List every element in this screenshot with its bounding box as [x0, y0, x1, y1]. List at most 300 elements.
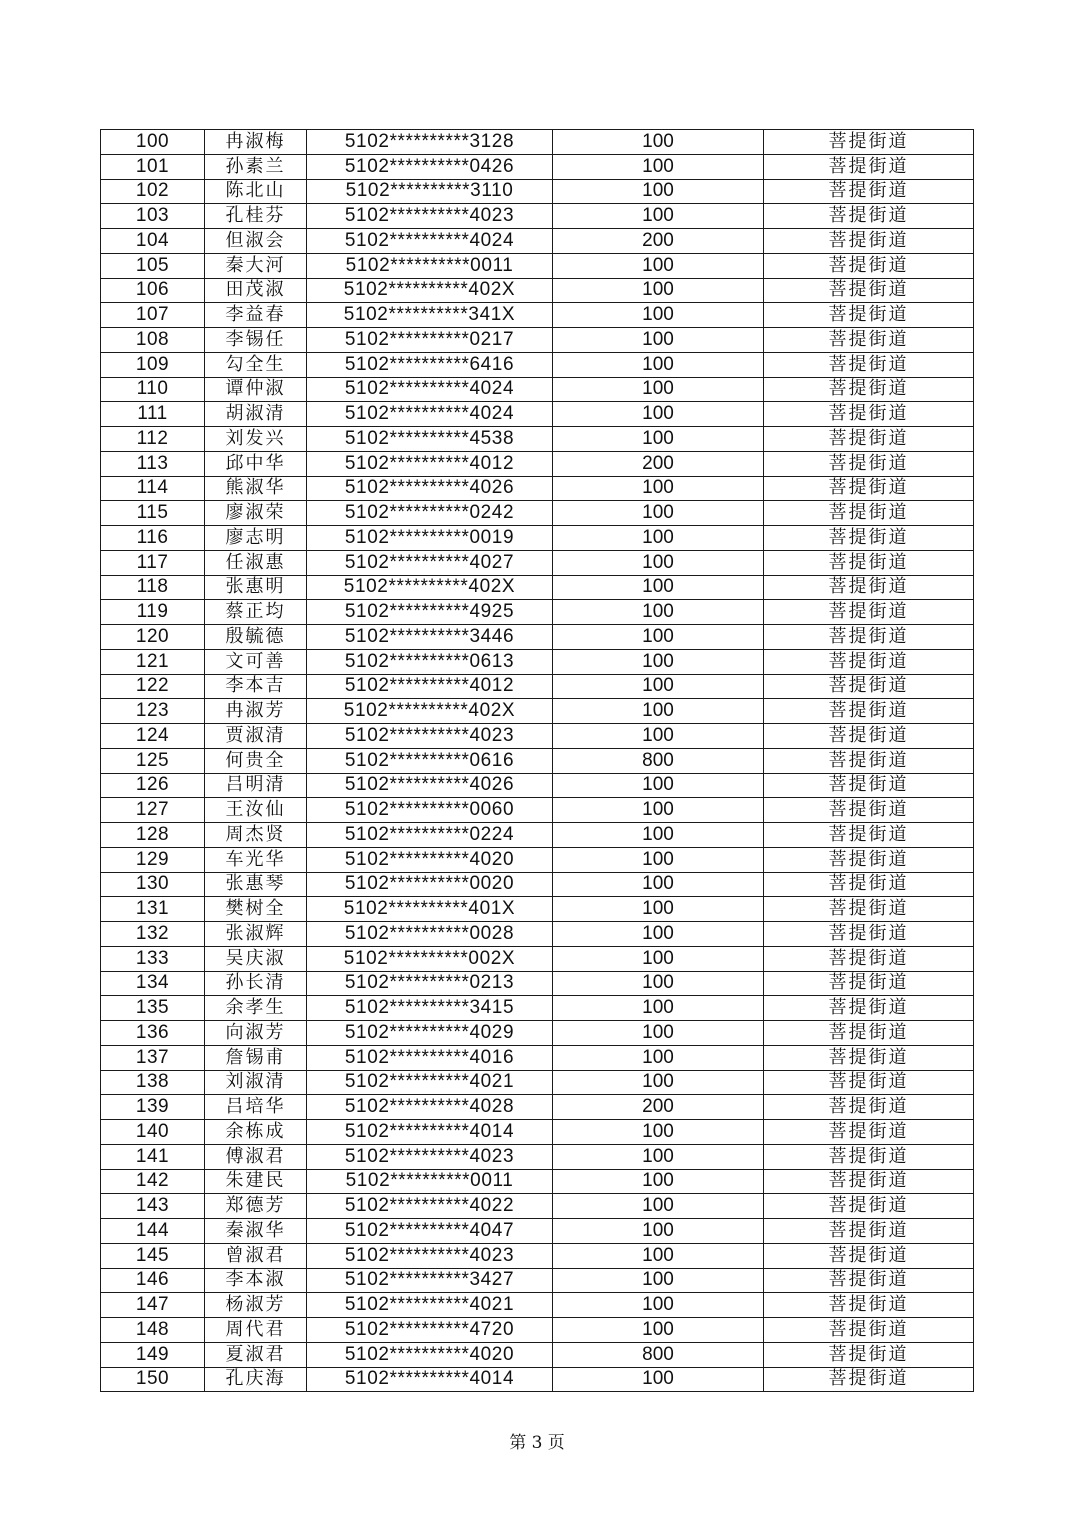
- id-number-cell: 5102**********3446: [307, 625, 553, 650]
- amount-cell: 100: [553, 476, 764, 501]
- row-number-cell: 105: [101, 253, 205, 278]
- amount-cell: 100: [553, 328, 764, 353]
- person-name-cell: 李益春: [205, 303, 307, 328]
- amount-cell: 100: [553, 847, 764, 872]
- person-name-cell: 勾全生: [205, 352, 307, 377]
- row-number-cell: 124: [101, 724, 205, 749]
- table-row: [101, 897, 974, 922]
- street-office-cell: 菩提街道: [764, 179, 974, 204]
- person-name-cell: 李锡任: [205, 328, 307, 353]
- row-number-cell: 128: [101, 823, 205, 848]
- id-number-cell: 5102**********401X: [307, 897, 553, 922]
- id-number-cell: 5102**********4047: [307, 1219, 553, 1244]
- table-row: [101, 1243, 974, 1268]
- id-number-cell: 5102**********4024: [307, 229, 553, 254]
- amount-cell: 100: [553, 1144, 764, 1169]
- amount-cell: 100: [553, 550, 764, 575]
- table-row: [101, 501, 974, 526]
- id-number-cell: 5102**********4023: [307, 724, 553, 749]
- table-body: [101, 130, 974, 1392]
- id-number-cell: 5102**********0028: [307, 922, 553, 947]
- amount-cell: 200: [553, 451, 764, 476]
- id-number-cell: 5102**********3415: [307, 996, 553, 1021]
- street-office-cell: 菩提街道: [764, 922, 974, 947]
- street-office-cell: 菩提街道: [764, 402, 974, 427]
- amount-cell: 100: [553, 154, 764, 179]
- row-number-cell: 122: [101, 674, 205, 699]
- table-row: [101, 724, 974, 749]
- id-number-cell: 5102**********0616: [307, 748, 553, 773]
- person-name-cell: 蔡正均: [205, 600, 307, 625]
- amount-cell: 100: [553, 798, 764, 823]
- person-name-cell: 孙长清: [205, 971, 307, 996]
- street-office-cell: 菩提街道: [764, 1219, 974, 1244]
- row-number-cell: 126: [101, 773, 205, 798]
- street-office-cell: 菩提街道: [764, 724, 974, 749]
- amount-cell: 100: [553, 575, 764, 600]
- person-name-cell: 车光华: [205, 847, 307, 872]
- street-office-cell: 菩提街道: [764, 1318, 974, 1343]
- row-number-cell: 133: [101, 946, 205, 971]
- table-row: [101, 451, 974, 476]
- table-row: [101, 427, 974, 452]
- street-office-cell: 菩提街道: [764, 253, 974, 278]
- row-number-cell: 123: [101, 699, 205, 724]
- person-name-cell: 樊树全: [205, 897, 307, 922]
- street-office-cell: 菩提街道: [764, 1194, 974, 1219]
- id-number-cell: 5102**********4021: [307, 1293, 553, 1318]
- street-office-cell: 菩提街道: [764, 1293, 974, 1318]
- person-name-cell: 秦大河: [205, 253, 307, 278]
- id-number-cell: 5102**********3427: [307, 1268, 553, 1293]
- amount-cell: 100: [553, 352, 764, 377]
- table-row: [101, 352, 974, 377]
- amount-cell: 200: [553, 1095, 764, 1120]
- id-number-cell: 5102**********4023: [307, 1144, 553, 1169]
- table-row: [101, 823, 974, 848]
- table-row: [101, 204, 974, 229]
- table-row: [101, 1367, 974, 1392]
- id-number-cell: 5102**********4023: [307, 204, 553, 229]
- amount-cell: 100: [553, 1243, 764, 1268]
- row-number-cell: 147: [101, 1293, 205, 1318]
- table-row: [101, 229, 974, 254]
- person-name-cell: 王汝仙: [205, 798, 307, 823]
- row-number-cell: 139: [101, 1095, 205, 1120]
- street-office-cell: 菩提街道: [764, 823, 974, 848]
- person-name-cell: 曾淑君: [205, 1243, 307, 1268]
- person-name-cell: 刘淑清: [205, 1070, 307, 1095]
- row-number-cell: 120: [101, 625, 205, 650]
- person-name-cell: 冉淑芳: [205, 699, 307, 724]
- person-name-cell: 杨淑芳: [205, 1293, 307, 1318]
- row-number-cell: 111: [101, 402, 205, 427]
- street-office-cell: 菩提街道: [764, 130, 974, 155]
- table-row: [101, 1095, 974, 1120]
- row-number-cell: 137: [101, 1045, 205, 1070]
- street-office-cell: 菩提街道: [764, 303, 974, 328]
- amount-cell: 100: [553, 427, 764, 452]
- amount-cell: 100: [553, 946, 764, 971]
- person-name-cell: 廖志明: [205, 526, 307, 551]
- table-row: [101, 130, 974, 155]
- table-row: [101, 773, 974, 798]
- person-name-cell: 贾淑清: [205, 724, 307, 749]
- person-name-cell: 李本淑: [205, 1268, 307, 1293]
- row-number-cell: 102: [101, 179, 205, 204]
- table-row: [101, 154, 974, 179]
- person-name-cell: 余孝生: [205, 996, 307, 1021]
- table-row: [101, 798, 974, 823]
- id-number-cell: 5102**********4029: [307, 1021, 553, 1046]
- row-number-cell: 140: [101, 1120, 205, 1145]
- amount-cell: 100: [553, 674, 764, 699]
- street-office-cell: 菩提街道: [764, 1342, 974, 1367]
- table-row: [101, 402, 974, 427]
- amount-cell: 100: [553, 922, 764, 947]
- row-number-cell: 141: [101, 1144, 205, 1169]
- id-number-cell: 5102**********4012: [307, 451, 553, 476]
- row-number-cell: 101: [101, 154, 205, 179]
- amount-cell: 100: [553, 130, 764, 155]
- street-office-cell: 菩提街道: [764, 1095, 974, 1120]
- amount-cell: 100: [553, 1367, 764, 1392]
- row-number-cell: 130: [101, 872, 205, 897]
- person-name-cell: 周代君: [205, 1318, 307, 1343]
- amount-cell: 100: [553, 897, 764, 922]
- id-number-cell: 5102**********3110: [307, 179, 553, 204]
- amount-cell: 800: [553, 748, 764, 773]
- street-office-cell: 菩提街道: [764, 946, 974, 971]
- street-office-cell: 菩提街道: [764, 1021, 974, 1046]
- street-office-cell: 菩提街道: [764, 278, 974, 303]
- person-name-cell: 詹锡甫: [205, 1045, 307, 1070]
- table-row: [101, 550, 974, 575]
- amount-cell: 100: [553, 278, 764, 303]
- table-row: [101, 600, 974, 625]
- id-number-cell: 5102**********4925: [307, 600, 553, 625]
- table-row: [101, 328, 974, 353]
- amount-cell: 100: [553, 823, 764, 848]
- id-number-cell: 5102**********4014: [307, 1120, 553, 1145]
- street-office-cell: 菩提街道: [764, 204, 974, 229]
- street-office-cell: 菩提街道: [764, 674, 974, 699]
- table-row: [101, 625, 974, 650]
- id-number-cell: 5102**********4028: [307, 1095, 553, 1120]
- id-number-cell: 5102**********4021: [307, 1070, 553, 1095]
- street-office-cell: 菩提街道: [764, 451, 974, 476]
- street-office-cell: 菩提街道: [764, 798, 974, 823]
- amount-cell: 100: [553, 179, 764, 204]
- amount-cell: 100: [553, 600, 764, 625]
- person-name-cell: 孔桂芬: [205, 204, 307, 229]
- table-row: [101, 699, 974, 724]
- id-number-cell: 5102**********0224: [307, 823, 553, 848]
- id-number-cell: 5102**********4016: [307, 1045, 553, 1070]
- amount-cell: 200: [553, 229, 764, 254]
- row-number-cell: 127: [101, 798, 205, 823]
- person-name-cell: 陈北山: [205, 179, 307, 204]
- person-name-cell: 周杰贤: [205, 823, 307, 848]
- amount-cell: 100: [553, 1021, 764, 1046]
- row-number-cell: 114: [101, 476, 205, 501]
- street-office-cell: 菩提街道: [764, 699, 974, 724]
- table-row: [101, 649, 974, 674]
- amount-cell: 100: [553, 1318, 764, 1343]
- id-number-cell: 5102**********341X: [307, 303, 553, 328]
- amount-cell: 100: [553, 526, 764, 551]
- table-row: [101, 377, 974, 402]
- street-office-cell: 菩提街道: [764, 971, 974, 996]
- person-name-cell: 孔庆海: [205, 1367, 307, 1392]
- row-number-cell: 109: [101, 352, 205, 377]
- row-number-cell: 125: [101, 748, 205, 773]
- amount-cell: 100: [553, 1070, 764, 1095]
- row-number-cell: 108: [101, 328, 205, 353]
- amount-cell: 100: [553, 649, 764, 674]
- id-number-cell: 5102**********4027: [307, 550, 553, 575]
- table-row: [101, 971, 974, 996]
- street-office-cell: 菩提街道: [764, 1169, 974, 1194]
- id-number-cell: 5102**********0426: [307, 154, 553, 179]
- person-name-cell: 熊淑华: [205, 476, 307, 501]
- person-name-cell: 冉淑梅: [205, 130, 307, 155]
- street-office-cell: 菩提街道: [764, 476, 974, 501]
- person-name-cell: 刘发兴: [205, 427, 307, 452]
- table-row: [101, 1268, 974, 1293]
- id-number-cell: 5102**********002X: [307, 946, 553, 971]
- street-office-cell: 菩提街道: [764, 1243, 974, 1268]
- person-name-cell: 余栋成: [205, 1120, 307, 1145]
- street-office-cell: 菩提街道: [764, 229, 974, 254]
- person-name-cell: 谭仲淑: [205, 377, 307, 402]
- amount-cell: 100: [553, 996, 764, 1021]
- street-office-cell: 菩提街道: [764, 773, 974, 798]
- id-number-cell: 5102**********4014: [307, 1367, 553, 1392]
- table-row: [101, 526, 974, 551]
- table-row: [101, 1219, 974, 1244]
- table-row: [101, 872, 974, 897]
- row-number-cell: 135: [101, 996, 205, 1021]
- amount-cell: 100: [553, 501, 764, 526]
- person-name-cell: 朱建民: [205, 1169, 307, 1194]
- row-number-cell: 129: [101, 847, 205, 872]
- table-row: [101, 1318, 974, 1343]
- person-name-cell: 傅淑君: [205, 1144, 307, 1169]
- amount-cell: 100: [553, 699, 764, 724]
- id-number-cell: 5102**********0613: [307, 649, 553, 674]
- person-name-cell: 张惠琴: [205, 872, 307, 897]
- id-number-cell: 5102**********0020: [307, 872, 553, 897]
- amount-cell: 100: [553, 773, 764, 798]
- table-row: [101, 946, 974, 971]
- row-number-cell: 107: [101, 303, 205, 328]
- row-number-cell: 117: [101, 550, 205, 575]
- street-office-cell: 菩提街道: [764, 1268, 974, 1293]
- id-number-cell: 5102**********402X: [307, 278, 553, 303]
- row-number-cell: 146: [101, 1268, 205, 1293]
- street-office-cell: 菩提街道: [764, 501, 974, 526]
- street-office-cell: 菩提街道: [764, 748, 974, 773]
- row-number-cell: 149: [101, 1342, 205, 1367]
- amount-cell: 100: [553, 303, 764, 328]
- id-number-cell: 5102**********4026: [307, 476, 553, 501]
- row-number-cell: 150: [101, 1367, 205, 1392]
- id-number-cell: 5102**********0011: [307, 253, 553, 278]
- row-number-cell: 121: [101, 649, 205, 674]
- street-office-cell: 菩提街道: [764, 600, 974, 625]
- row-number-cell: 136: [101, 1021, 205, 1046]
- person-name-cell: 吕培华: [205, 1095, 307, 1120]
- row-number-cell: 118: [101, 575, 205, 600]
- table-row: [101, 1070, 974, 1095]
- table-row: [101, 303, 974, 328]
- row-number-cell: 132: [101, 922, 205, 947]
- amount-cell: 100: [553, 1045, 764, 1070]
- amount-cell: 100: [553, 1194, 764, 1219]
- row-number-cell: 148: [101, 1318, 205, 1343]
- id-number-cell: 5102**********0019: [307, 526, 553, 551]
- id-number-cell: 5102**********4020: [307, 847, 553, 872]
- id-number-cell: 5102**********4720: [307, 1318, 553, 1343]
- amount-cell: 100: [553, 724, 764, 749]
- person-name-cell: 向淑芳: [205, 1021, 307, 1046]
- table-row: [101, 253, 974, 278]
- person-name-cell: 何贵全: [205, 748, 307, 773]
- id-number-cell: 5102**********4024: [307, 377, 553, 402]
- street-office-cell: 菩提街道: [764, 550, 974, 575]
- row-number-cell: 104: [101, 229, 205, 254]
- table-row: [101, 476, 974, 501]
- person-name-cell: 郑德芳: [205, 1194, 307, 1219]
- street-office-cell: 菩提街道: [764, 526, 974, 551]
- street-office-cell: 菩提街道: [764, 154, 974, 179]
- table-row: [101, 575, 974, 600]
- person-name-cell: 胡淑清: [205, 402, 307, 427]
- row-number-cell: 131: [101, 897, 205, 922]
- street-office-cell: 菩提街道: [764, 625, 974, 650]
- row-number-cell: 142: [101, 1169, 205, 1194]
- amount-cell: 100: [553, 402, 764, 427]
- id-number-cell: 5102**********402X: [307, 699, 553, 724]
- person-name-cell: 任淑惠: [205, 550, 307, 575]
- street-office-cell: 菩提街道: [764, 427, 974, 452]
- row-number-cell: 116: [101, 526, 205, 551]
- table-row: [101, 922, 974, 947]
- table-row: [101, 1169, 974, 1194]
- row-number-cell: 103: [101, 204, 205, 229]
- person-name-cell: 殷毓德: [205, 625, 307, 650]
- row-number-cell: 144: [101, 1219, 205, 1244]
- person-name-cell: 文可善: [205, 649, 307, 674]
- street-office-cell: 菩提街道: [764, 897, 974, 922]
- person-name-cell: 廖淑荣: [205, 501, 307, 526]
- table-row: [101, 1120, 974, 1145]
- table-row: [101, 1293, 974, 1318]
- table-row: [101, 1144, 974, 1169]
- row-number-cell: 145: [101, 1243, 205, 1268]
- id-number-cell: 5102**********0213: [307, 971, 553, 996]
- row-number-cell: 112: [101, 427, 205, 452]
- street-office-cell: 菩提街道: [764, 377, 974, 402]
- person-name-cell: 夏淑君: [205, 1342, 307, 1367]
- street-office-cell: 菩提街道: [764, 1070, 974, 1095]
- row-number-cell: 115: [101, 501, 205, 526]
- table-row: [101, 278, 974, 303]
- person-name-cell: 秦淑华: [205, 1219, 307, 1244]
- person-name-cell: 张淑辉: [205, 922, 307, 947]
- page-number: 第 3 页: [509, 1433, 565, 1453]
- table-row: [101, 748, 974, 773]
- amount-cell: 100: [553, 971, 764, 996]
- amount-cell: 100: [553, 253, 764, 278]
- street-office-cell: 菩提街道: [764, 575, 974, 600]
- id-number-cell: 5102**********0242: [307, 501, 553, 526]
- id-number-cell: 5102**********6416: [307, 352, 553, 377]
- id-number-cell: 5102**********4024: [307, 402, 553, 427]
- table-row: [101, 674, 974, 699]
- row-number-cell: 138: [101, 1070, 205, 1095]
- table-row: [101, 847, 974, 872]
- amount-cell: 100: [553, 1169, 764, 1194]
- amount-cell: 100: [553, 1120, 764, 1145]
- id-number-cell: 5102**********4012: [307, 674, 553, 699]
- person-name-cell: 孙素兰: [205, 154, 307, 179]
- person-name-cell: 张惠明: [205, 575, 307, 600]
- amount-cell: 100: [553, 872, 764, 897]
- person-name-cell: 李本吉: [205, 674, 307, 699]
- recipient-table: [100, 129, 974, 1392]
- id-number-cell: 5102**********4023: [307, 1243, 553, 1268]
- amount-cell: 100: [553, 1268, 764, 1293]
- person-name-cell: 吴庆淑: [205, 946, 307, 971]
- street-office-cell: 菩提街道: [764, 847, 974, 872]
- amount-cell: 100: [553, 1219, 764, 1244]
- table-row: [101, 1045, 974, 1070]
- table-row: [101, 179, 974, 204]
- row-number-cell: 106: [101, 278, 205, 303]
- row-number-cell: 100: [101, 130, 205, 155]
- street-office-cell: 菩提街道: [764, 352, 974, 377]
- street-office-cell: 菩提街道: [764, 328, 974, 353]
- id-number-cell: 5102**********0060: [307, 798, 553, 823]
- person-name-cell: 吕明清: [205, 773, 307, 798]
- id-number-cell: 5102**********4022: [307, 1194, 553, 1219]
- row-number-cell: 134: [101, 971, 205, 996]
- street-office-cell: 菩提街道: [764, 1120, 974, 1145]
- id-number-cell: 5102**********402X: [307, 575, 553, 600]
- id-number-cell: 5102**********0217: [307, 328, 553, 353]
- id-number-cell: 5102**********3128: [307, 130, 553, 155]
- street-office-cell: 菩提街道: [764, 1367, 974, 1392]
- table-row: [101, 996, 974, 1021]
- id-number-cell: 5102**********4538: [307, 427, 553, 452]
- amount-cell: 800: [553, 1342, 764, 1367]
- person-name-cell: 田茂淑: [205, 278, 307, 303]
- row-number-cell: 113: [101, 451, 205, 476]
- table-row: [101, 1342, 974, 1367]
- street-office-cell: 菩提街道: [764, 1144, 974, 1169]
- person-name-cell: 邱中华: [205, 451, 307, 476]
- amount-cell: 100: [553, 204, 764, 229]
- street-office-cell: 菩提街道: [764, 996, 974, 1021]
- person-name-cell: 但淑会: [205, 229, 307, 254]
- table-row: [101, 1021, 974, 1046]
- amount-cell: 100: [553, 1293, 764, 1318]
- amount-cell: 100: [553, 625, 764, 650]
- row-number-cell: 143: [101, 1194, 205, 1219]
- table-row: [101, 1194, 974, 1219]
